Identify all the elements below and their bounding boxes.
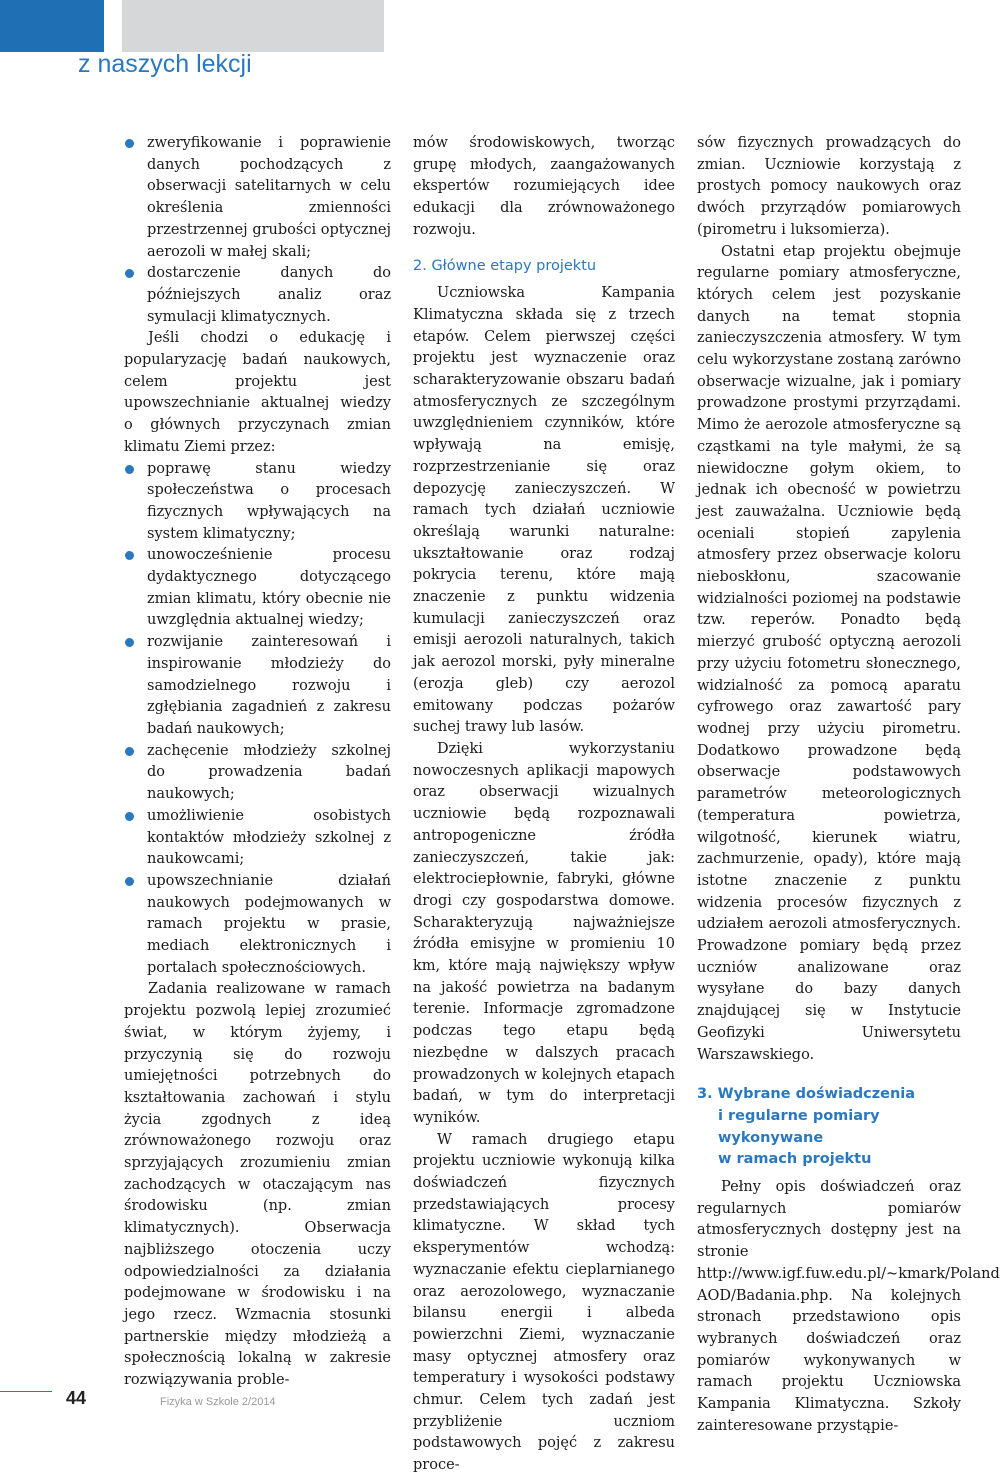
objectives-list [124, 133, 391, 328]
list-item: zachęcenie młodzieży szkolnej do prowadzenia badań naukowych; [124, 741, 391, 806]
heading-line: 3. Wybrane doświadczenia [697, 1086, 916, 1103]
page-number: 44 [66, 1388, 87, 1408]
paragraph: Dzięki wykorzystaniu nowoczesnych aplikacji mapowych oraz obserwacji wizualnych uczniowie będą rozpoznawali antropogeniczne źródła zanieczyszczeń, takie jak: elektrociepłownie, fabryki, główne drogi czy gospodarstwa domowe. Scharakteryzują najważniejsze źródła emisyjne w promieniu 10 km, które mają największy wpływ na jakość powietrza na badanym terenie. Informacje zgromadzone podczas tego etapu będą niezbędne w dalszych pracach prowadzonych w kolejnych etapach badań, w tym do interpretacji wyników. [413, 740, 675, 1126]
journal-name: Fizyka w Szkole 2/2014 [160, 1396, 276, 1408]
paragraph: Ostatni etap projektu obejmuje regularne pomiary atmosferyczne, których celem jest pozyskanie danych na temat stopnia zanieczyszczenia atmosfery. W tym celu wykorzystane zostaną zarówno obserwacje wizualne, jak i pomiary prowadzone prostymi przyrządami. Mimo że aerozole atmosferyczne są cząstkami na tyle małymi, że są niewidoczne gołym okiem, to jednak ich obecność w powietrzu jest zauważalna. Uczniowie będą oceniali stopień zapylenia atmosfery przez obserwacje koloru nieboskłonu, szacowanie widzialności poziomej na podstawie tzw. reperów. Ponadto będą mierzyć grubość optyczną aerozoli przy użyciu fotometru słonecznego, widzialność za pomocą aparatu cyfrowego oraz zawartość pary wodnej przy użyciu pirometru. Dodatkowo prowadzone będą obserwacje podstawowych parametrów meteorologicznych (temperatura powietrza, wilgotność, kierunek wiatru, zachmurzenie, opady), które mają istotne znaczenie z punktu widzenia procesów fizycznych z udziałem aerozoli atmosferycznych. Prowadzone pomiary będą przez uczniów analizowane oraz wysyłane do bazy danych znajdującej się w Instytucie Geofizyki Uniwersytetu Warszawskiego. [697, 243, 961, 1063]
education-list [124, 459, 391, 980]
paragraph: Jeśli chodzi o edukację i popularyzację badań naukowych, celem projektu jest upowszechnianie aktualnej wiedzy o głównych przyczynach zmian klimatu Ziemi przez: [124, 330, 391, 455]
heading-line: wykonywane [718, 1129, 824, 1146]
paragraph: sów fizycznych prowadzących do zmian. Uczniowie korzystają z prostych pomocy naukowych oraz dwóch przyrządów pomiarowych (pirometru i luksomierza). [697, 135, 961, 238]
header-gray-block [122, 0, 384, 52]
footer-rule [0, 1391, 52, 1392]
list-item: umożliwienie osobistych kontaktów młodzieży szkolnej z naukowcami; [124, 806, 391, 871]
list-item: poprawę stanu wiedzy społeczeństwa o procesach fizycznych wpływających na system klimatyczny; [124, 459, 391, 546]
paragraph: mów środowiskowych, tworząc grupę młodych, zaangażowanych ekspertów rozumiejących idee edukacji dla zrównoważonego rozwoju. [413, 135, 675, 238]
list-item: upowszechnianie działań naukowych podejmowanych w ramach projektu w prasie, mediach elektronicznych i portalach społecznościowych. [124, 871, 391, 980]
section-heading-2: 2. Główne etapy projektu [413, 257, 597, 274]
heading-line: w ramach projektu [718, 1151, 872, 1168]
column-2 [413, 133, 675, 1477]
column-1 [124, 133, 391, 1392]
header-color-block [0, 0, 104, 52]
list-item: rozwijanie zainteresowań i inspirowanie młodzieży do samodzielnego rozwoju i zgłębiania zagadnień z zakresu badań naukowych; [124, 632, 391, 741]
paragraph: Uczniowska Kampania Klimatyczna składa się z trzech etapów. Celem pierwszej części projektu jest wyznaczenie oraz scharakteryzowanie obszaru badań atmosferycznych ze szczególnym uwzględnieniem czynników, które wpływają na emisję, rozprzestrzenianie się oraz depozycję zanieczyszczeń. W ramach tych działań uczniowie określają warunki naturalne: ukształtowanie oraz rodzaj pokrycia terenu, które mają znaczenie z punktu widzenia kumulacji zanieczyszczeń oraz emisji aerozoli naturalnych, takich jak aerozol morski, pyły mineralne (erozja gleb) czy aerozol emitowany podczas pożarów suchej trawy lub lasów. [413, 285, 675, 736]
heading-line: i regularne pomiary [718, 1107, 880, 1124]
section-heading-3 [697, 1084, 961, 1171]
column-3 [697, 133, 1000, 1437]
list-item: dostarczenie danych do późniejszych analiz oraz symulacji klimatycznych. [124, 263, 391, 328]
paragraph: W ramach drugiego etapu projektu uczniowie wykonują kilka doświadczeń fizycznych przedstawiających procesy klimatyczne. W skład tych eksperymentów wchodzą: wyznaczanie efektu cieplarnianego oraz aerozolowego, wyznaczanie bilansu energii i albeda powierzchni Ziemi, wyznaczanie masy optycznej atmosfery oraz temperatury i wysokości podstawy chmur. Celem tych zadań jest przybliżenie uczniom podstawowych pojęć z zakresu proce- [413, 1131, 675, 1474]
list-item: zweryfikowanie i poprawienie danych pochodzących z obserwacji satelitarnych w celu określenia zmienności przestrzennej grubości optycznej aerozoli w małej skali; [124, 133, 391, 263]
paragraph: Pełny opis doświadczeń oraz regularnych pomiarów atmosferycznych dostępny jest na stronie http://www.igf.fuw.edu.pl/~kmark/Poland AOD/Badania.php. Na kolejnych stronach przedstawiono opis wybranych doświadczeń oraz pomiarów wykonywanych w ramach projektu Uczniowska Kampania Klimatyczna. Szkoły zainteresowane przystąpie- [697, 1179, 1000, 1434]
paragraph: Zadania realizowane w ramach projektu pozwolą lepiej zrozumieć świat, w którym żyjemy, i przyczynią się do rozwoju umiejętności potrzebnych do kształtowania zachowań i stylu życia zgodnych z ideą zrównoważonego rozwoju oraz sprzyjających zrozumieniu zmian zachodzących w otaczającym nas środowisku (np. zmian klimatycznych). Obserwacja najbliższego otoczenia uczy odpowiedzialności za działania podejmowane w środowisku i na jego rzecz. Wzmacnia stosunki partnerskie między młodzieżą a społecznością lokalną w zakresie rozwiązywania proble- [124, 981, 391, 1389]
list-item: unowocześnienie procesu dydaktycznego dotyczącego zmian klimatu, który obecnie nie uwzględnia aktualnej wiedzy; [124, 545, 391, 632]
section-title: z naszych lekcji [78, 50, 252, 78]
